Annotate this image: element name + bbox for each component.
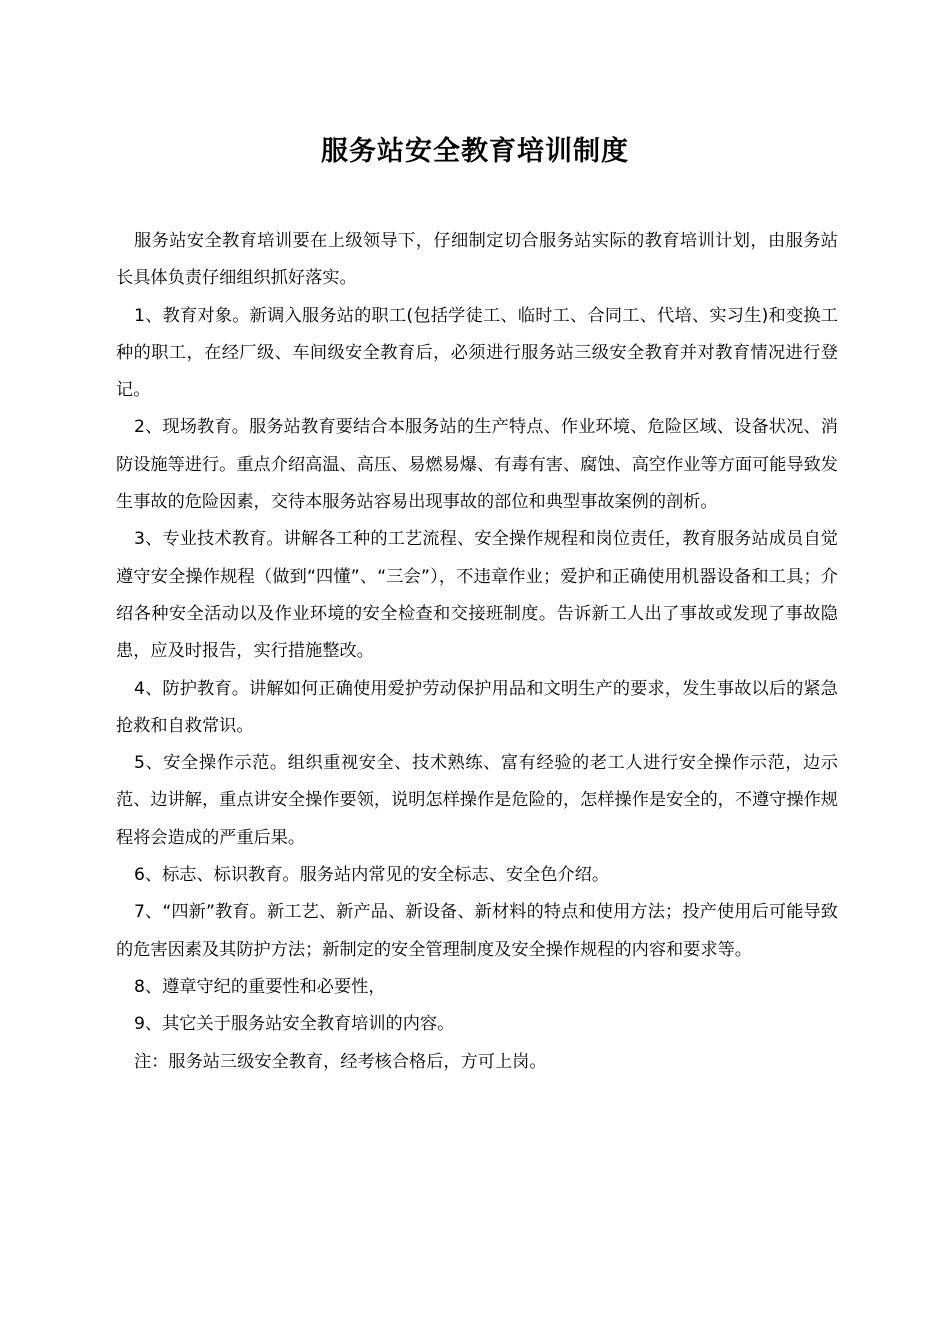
paragraph-item-3: 3、专业技术教育。讲解各工种的工艺流程、安全操作规程和岗位责任，教育服务站成员自觉遵守安全操作规程（做到“四懂”、“三会”），不违章作业；爱护和正确使用机器设备和工具；介绍各种安全活动以及作业环境的安全检查和交接班制度。告诉新工人出了事故或发现了事故隐患，应及时报告，实行措施整改。 [116, 529, 838, 662]
paragraph-item-9: 9、其它关于服务站安全教育培训的内容。 [134, 1014, 455, 1035]
paragraph-item-2: 2、现场教育。服务站教育要结合本服务站的生产特点、作业环境、危险区域、设备状况、消防设施等进行。重点介绍高温、高压、易燃易爆、有毒有害、腐蚀、高空作业等方面可能导致发生事故的危险因素，交待本服务站容易出现事故的部位和典型事故案例的剖析。 [116, 417, 838, 513]
paragraph-item-7: 7、“四新”教育。新工艺、新产品、新设备、新材料的特点和使用方法；投产使用后可能导致的危害因素及其防护方法；新制定的安全管理制度及安全操作规程的内容和要求等。 [116, 902, 838, 960]
document-title: 服务站安全教育培训制度 [321, 136, 629, 167]
paragraph-item-6: 6、标志、标识教育。服务站内常见的安全标志、安全色介绍。 [134, 865, 610, 886]
paragraph-item-1: 1、教育对象。新调入服务站的职工(包括学徒工、临时工、合同工、代培、实习生)和变换工种的职工，在经厂级、车间级安全教育后，必须进行服务站三级安全教育并对教育情况进行登记。 [116, 305, 838, 401]
paragraph-item-5: 5、安全操作示范。组织重视安全、技术熟练、富有经验的老工人进行安全操作示范，边示范、边讲解，重点讲安全操作要领，说明怎样操作是危险的，怎样操作是安全的，不遵守操作规程将会造成的严重后果。 [116, 753, 838, 848]
paragraph-note: 注：服务站三级安全教育，经考核合格后，方可上岗。 [134, 1051, 547, 1072]
paragraph-item-4: 4、防护教育。讲解如何正确使用爱护劳动保护用品和文明生产的要求，发生事故以后的紧急抢救和自救常识。 [116, 678, 838, 736]
document-body [116, 223, 838, 1081]
paragraph-item-8: 8、遵章守纪的重要性和必要性， [134, 976, 386, 997]
paragraph-intro: 服务站安全教育培训要在上级领导下，仔细制定切合服务站实际的教育培训计划，由服务站长具体负责仔细组织抓好落实。 [116, 231, 838, 289]
